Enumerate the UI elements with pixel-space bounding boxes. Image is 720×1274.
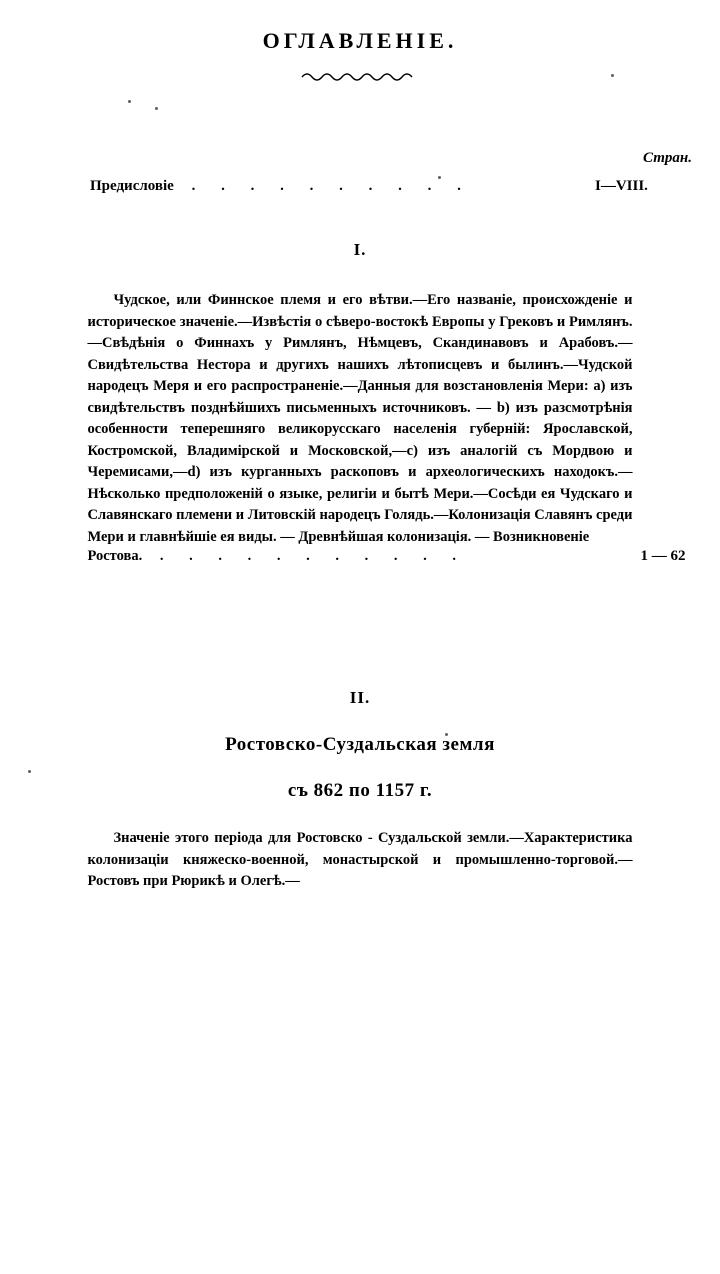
- section-1-page-range: 1 — 62: [640, 548, 686, 564]
- section-2-subheading: съ 862 по 1157 г.: [287, 780, 433, 801]
- speckle: [155, 107, 158, 110]
- section-1-dot-leader: . . . . . . . . . . .: [159, 548, 467, 564]
- section-2-description: Значеніе этого періода для Ростовско - Суздальской земли.—Характеристика колонизаціи княжеско-военной, монастырской и промышленно-торговой.—Ростовъ при Рюрикѣ и Олегѣ.—: [87, 830, 633, 889]
- section-2-numeral: II.: [349, 688, 371, 707]
- section-1-numeral: I.: [353, 240, 367, 259]
- toc-section-1: [0, 240, 720, 565]
- toc-section-2: [0, 688, 720, 893]
- page-title: ОГЛАВЛЕНІЕ.: [262, 28, 458, 53]
- preface-page-range: I—VIII.: [595, 178, 648, 194]
- preface-label: Предисловіе: [90, 178, 174, 194]
- toc-entry-preface: [90, 178, 690, 195]
- section-1-description: Чудское, или Финнское племя и его вѣтви.—Его названіе, происхожденіе и историческое значеніе.—Извѣстія о сѣверо-востокѣ Европы у Грековъ и Римлянъ.—Свѣдѣнія о Финнахъ у Римлянъ, Нѣмцевъ, Скандинавовъ и Арабовъ.—Свидѣтельства Нестора и другихъ нашихъ лѣтописцевъ и былинъ.—Чудской народецъ Меря и его распространеніе.—Данныя для возстановленія Мери: a) изъ свидѣтельствъ позднѣйшихъ письменныхъ источниковъ. — b) изъ разсмотрѣнія особенности теперешняго великорусскаго населенія губерній: Ярославской, Костромской, Владимірской и Московской,—c) изъ аналогій съ Мордвою и Черемисами,—d) изъ курганныхъ раскоповъ и археологическихъ находокъ.—Нѣсколько предположеній о языке, религіи и бытѣ Мери.—Сосѣди ея Чудскаго и Славянскаго племени и Литовскій народецъ Голядь.—Колонизація Славянъ среди Мери и главнѣйшіе ея виды. — Древнѣйшая колонизація. — Возникновеніе: [87, 292, 633, 545]
- speckle: [611, 74, 614, 77]
- section-1-last-word: Ростова.: [87, 548, 143, 564]
- wave-divider-ornament: [300, 70, 420, 82]
- document-page: [0, 28, 720, 1274]
- speckle: [128, 100, 131, 103]
- section-1-last-line: [87, 548, 686, 565]
- preface-dot-leader: . . . . . . . . . .: [191, 178, 472, 194]
- pages-column-header: Стран.: [643, 150, 692, 166]
- section-2-heading: Ростовско-Суздальская земля: [225, 734, 495, 755]
